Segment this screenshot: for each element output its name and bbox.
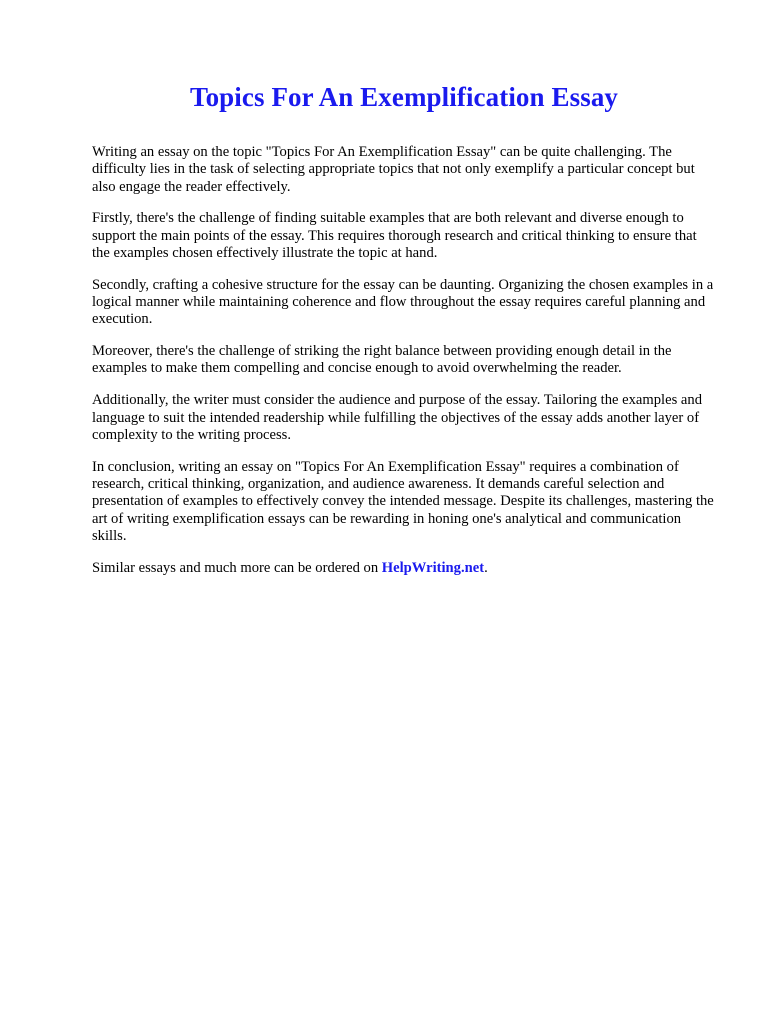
paragraph-conclusion: In conclusion, writing an essay on "Topics For An Exemplification Essay" requires a combination of research, critical thinking, organization, and audience awareness. It demands careful selection and presentation of examples to effectively convey the intended message. Despite its challenges, mastering the art of writing exemplification essays can be rewarding in honing one's analytical and communication skills. <box>92 458 714 544</box>
closing-suffix: . <box>484 559 488 576</box>
document-title: Topics For An Exemplification Essay <box>189 82 619 112</box>
helpwriting-link[interactable]: HelpWriting.net <box>381 559 485 576</box>
closing-prefix: Similar essays and much more can be ordered on <box>92 559 382 576</box>
document-page <box>92 80 716 591</box>
paragraph-intro: Writing an essay on the topic "Topics For An Exemplification Essay" can be quite challenging. The difficulty lies in the task of selecting appropriate topics that not only exemplify a particular concept but also engage the reader effectively. <box>92 144 695 195</box>
paragraph-secondly: Secondly, crafting a cohesive structure for the essay can be daunting. Organizing the chosen examples in a logical manner while maintaining coherence and flow throughout the essay requires careful planning and execution. <box>92 276 714 328</box>
paragraph-additionally: Additionally, the writer must consider the audience and purpose of the essay. Tailoring the examples and language to suit the intended readership while fulfilling the objectives of the essay adds another layer of complexity to the writing process. <box>92 392 702 443</box>
paragraph-firstly: Firstly, there's the challenge of finding suitable examples that are both relevant and diverse enough to support the main points of the essay. This requires thorough research and critical thinking to ensure that the examples chosen effectively illustrate the topic at hand. <box>92 210 697 261</box>
paragraph-moreover: Moreover, there's the challenge of striking the right balance between providing enough detail in the examples to make them compelling and concise enough to avoid overwhelming the reader. <box>92 343 672 377</box>
closing-line <box>92 560 716 577</box>
